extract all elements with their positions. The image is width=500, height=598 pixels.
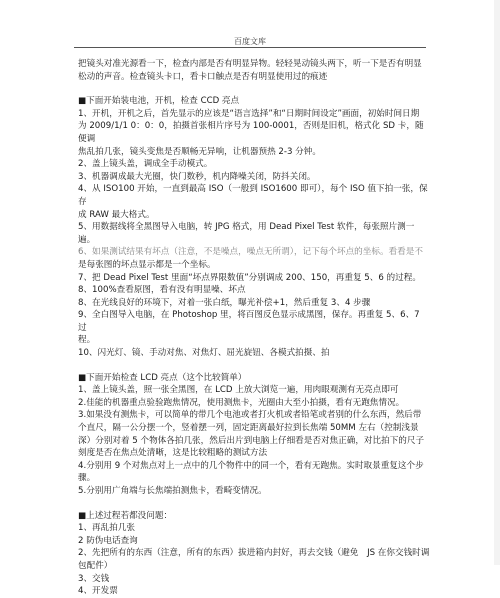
section-line: 9、全白图导入电脑，在 Photoshop 里，将百图反色显示成黑图，保存。再重复 5、6、7 过	[78, 310, 420, 333]
section-line: 程。	[78, 335, 96, 346]
spacer	[78, 498, 430, 510]
section-line: 深）分别对着 5 个物体各拍几张，然后出片到电脑上仔细看是否对焦正确，对比拍下的尺子	[78, 435, 425, 446]
section-line: 2、先把所有的东西（注意，所有的东西）拔进箱内封好，再去交钱（避免 JS 在你交钱时调	[78, 548, 430, 559]
section-line: 3、交钱	[78, 573, 110, 584]
section-line: 5.分别用广角端与长焦端拍测焦卡，看畸变情况。	[78, 486, 267, 496]
section-line: 焦乱拍几张，镜头变焦是否顺畅无异响，让机器预热 2-3 分钟。	[78, 146, 321, 157]
page-header	[0, 0, 500, 50]
header-divider	[74, 47, 426, 48]
section-line: 2、盖上镜头盖，调成全手动模式。	[78, 159, 213, 170]
section-line: 是每张图的坏点显示都是一个坐标。	[78, 259, 216, 270]
section-line: 骤。	[78, 473, 96, 484]
section-line: 8、100%查看原图，看有没有明显噪、坏点	[78, 285, 246, 296]
section-line: 包配件）	[78, 560, 113, 571]
section-line: 3.如果没有测焦卡，可以简单的带几个电池或者打火机或者铅笔或者别的什么东西，然后带	[78, 410, 422, 421]
section-line: 5、用数据线将全黑图导入电脑，转 JPG 格式，用 Dead Pixel Test 软件，每张照片测一遍。	[78, 222, 415, 245]
section-line: 1、盖上镜头盖，照一张全黑图，在 LCD 上放大浏览一遍，用肉眼观测有无亮点即可	[78, 385, 399, 396]
section-heading: ■下面开始装电池，开机，检查 CCD 亮点	[78, 96, 240, 107]
header-title: 百度文库	[234, 37, 266, 46]
section-line: 6、如果测试结果有坏点（注意，不是噪点，噪点无所谓），记下每个坏点的坐标。看看是不	[78, 247, 423, 258]
section-line: 刻度是否在焦点处清晰，这是比较粗略的测试方法	[78, 448, 268, 459]
section-heading: ■上述过程若都没问题：	[78, 510, 173, 521]
document-body	[78, 58, 430, 598]
section-line: 1、开机，开机之后，首先显示的应该是“语言选择”和“日期时间设定”画面，初始时间日期	[78, 108, 420, 119]
section-line: 1、再乱拍几张	[78, 523, 136, 534]
spacer	[78, 83, 430, 95]
spacer	[78, 360, 430, 372]
section-line: 2 防伪电话查询	[78, 535, 138, 546]
section-line: 成 RAW 最大格式。	[78, 209, 155, 220]
intro-line: 松动的声音。检查镜头卡口，看卡口触点是否有明显使用过的痕迹	[78, 71, 328, 82]
section-line: 2.佳能的机器重点验验跑焦情况，使用测焦卡，光圈由大至小拍摄，看有无跑焦情况。	[78, 397, 405, 408]
intro-line: 把镜头对准光源看一下，检查内部是否有明显异物。轻轻晃动镜头两下，听一下是否有明显	[78, 59, 422, 69]
section-line: 10、闪光灯、镜、手动对焦、对焦灯、屈光旋钮、各模式拍摄、拍	[78, 348, 330, 359]
section-line: 8、在光线良好的环境下，对着一张白纸，曝光补偿+1，然后重复 3、4 步骤	[78, 297, 371, 308]
page-edge-strip	[494, 0, 500, 565]
section-line: 4、开发票	[78, 586, 118, 597]
section-line: 为 2009/1/1 0：0：0，拍摄首张相片序号为 100-0001，否则是旧机，格式化 SD 卡，随便调	[78, 121, 424, 144]
section-line: 3、机器调成最大光圈，快门数秒，机内降噪关闭，防抖关闭。	[78, 171, 316, 182]
section-line: 个直尺，隔一公分摆一个，竖着摆一列，固定距离最好拉到长焦端 50MM 左右（控制浅景	[78, 423, 419, 434]
section-line: 7、把 Dead Pixel Test 里面“坏点界限数值”分别调成 200、150，再重复 5、6 的过程。	[78, 272, 421, 283]
section-line: 4.分别用 9 个对焦点对上一点中的几个物件中的同一个，看有无跑焦。实时取景重复这个步	[78, 460, 424, 471]
section-line: 4、从 ISO100 开始，一直到最高 ISO（一般到 ISO1600 即可），每个 ISO 值下拍一张，保存	[78, 184, 428, 207]
section-heading: ■下面开始检查 LCD 亮点（这个比较简单）	[78, 372, 247, 383]
